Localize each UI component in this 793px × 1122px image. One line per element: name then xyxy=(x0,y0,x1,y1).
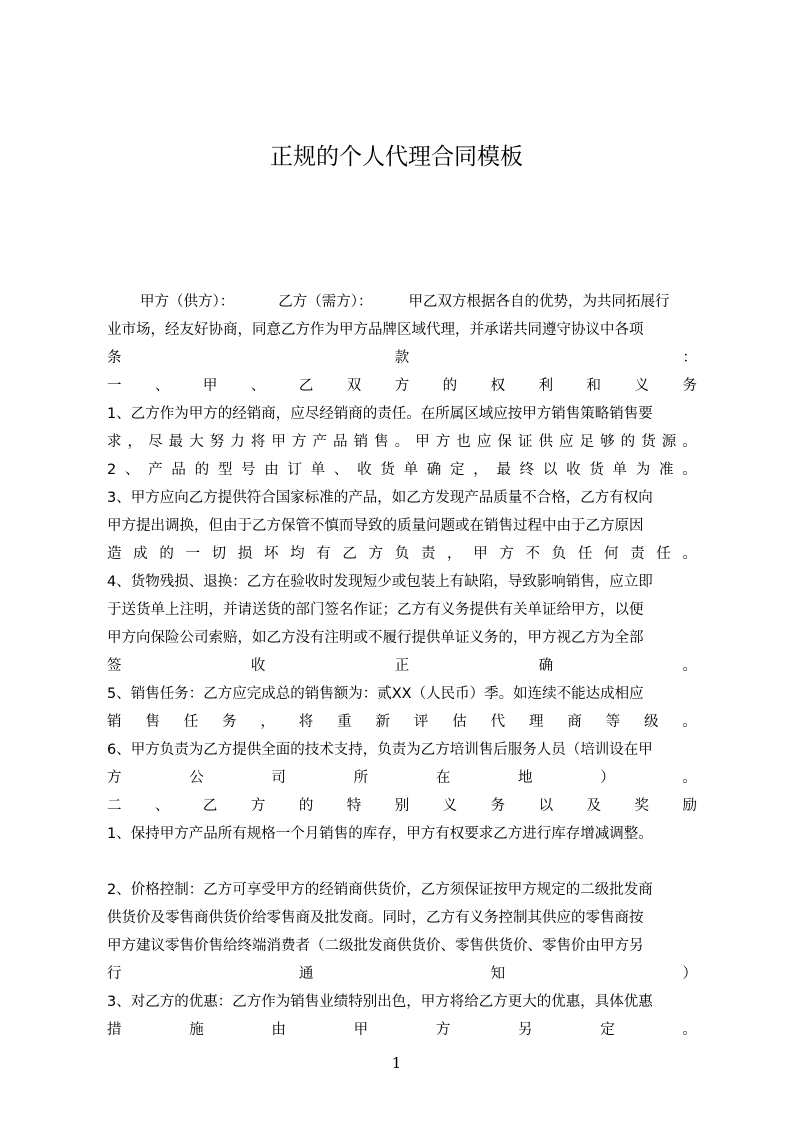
contract-line: 5、销售任务：乙方应完成总的销售额为：贰XX（人民币）季。如连续不能达成相应 xyxy=(107,686,644,702)
glyph: 品 xyxy=(333,434,348,450)
glyph: 确 xyxy=(426,462,442,478)
glyph: 最 xyxy=(168,434,184,450)
glyph: 将 xyxy=(298,714,314,730)
glyph: 甲 xyxy=(415,434,430,450)
glyph: 公 xyxy=(189,770,204,786)
contract-line xyxy=(107,344,697,372)
glyph: 的 xyxy=(298,798,314,814)
glyph: 的 xyxy=(159,546,174,562)
glyph: 大 xyxy=(189,434,204,450)
glyph: 货 xyxy=(380,462,395,478)
glyph: 由 xyxy=(271,1022,286,1038)
glyph: 方 xyxy=(250,798,266,814)
glyph: 责 xyxy=(420,546,436,562)
glyph: 证 xyxy=(517,434,533,450)
glyph: 努 xyxy=(209,434,225,450)
glyph: 等 xyxy=(605,714,621,730)
contract-line xyxy=(107,652,697,680)
glyph: 品 xyxy=(171,462,186,478)
glyph: 坏 xyxy=(263,546,279,562)
contract-line xyxy=(107,456,697,484)
glyph: 新 xyxy=(375,714,391,730)
glyph: 2 xyxy=(107,462,117,478)
glyph: 负 xyxy=(551,546,567,562)
glyph: 损 xyxy=(237,546,253,562)
blank-line xyxy=(107,848,697,876)
glyph: 义 xyxy=(634,378,649,394)
glyph: 乙 xyxy=(298,378,314,394)
glyph: 产 xyxy=(312,434,327,450)
glyph: 及 xyxy=(586,798,602,814)
glyph: 单 xyxy=(612,462,628,478)
glyph: 任 xyxy=(183,714,199,730)
glyph: 乙 xyxy=(342,546,357,562)
glyph: 定 xyxy=(450,462,465,478)
glyph: 定 xyxy=(600,1022,615,1038)
glyph: 知 xyxy=(490,966,506,982)
document-title: 正规的个人代理合同模板 xyxy=(270,144,523,170)
glyph: 足 xyxy=(579,434,595,450)
glyph: 估 xyxy=(452,714,467,730)
section-heading-2 xyxy=(107,792,697,820)
glyph: 甲 xyxy=(473,546,488,562)
contract-line: 1、保持甲方产品所有规格一个月销售的库存，甲方有权要求乙方进行库存增减调整。 xyxy=(107,826,653,842)
glyph: 源 xyxy=(661,434,677,450)
glyph: 二 xyxy=(107,798,122,814)
glyph: 销 xyxy=(107,714,122,730)
glyph: 甲 xyxy=(271,434,286,450)
glyph: 够 xyxy=(600,434,615,450)
glyph: 方 xyxy=(499,546,514,562)
glyph: 有 xyxy=(316,546,331,562)
glyph: 司 xyxy=(271,770,286,786)
glyph: 负 xyxy=(394,546,410,562)
glyph: 销 xyxy=(353,434,369,450)
glyph: 最 xyxy=(496,462,511,478)
glyph: 以 xyxy=(542,462,558,478)
preamble-text: 甲乙双方根据各自的优势，为共同拓展行 xyxy=(408,294,670,310)
glyph: 方 xyxy=(435,434,451,450)
glyph: 方 xyxy=(368,546,384,562)
glyph: ） xyxy=(600,770,615,786)
glyph: 义 xyxy=(442,798,458,814)
glyph: 订 xyxy=(287,462,302,478)
glyph: 。 xyxy=(682,714,697,730)
glyph: 货 xyxy=(589,462,604,478)
glyph: 均 xyxy=(290,546,305,562)
glyph: 措 xyxy=(107,1022,122,1038)
contract-line: 3、甲方应向乙方提供符合国家标准的产品，如乙方发现产品质量不合格，乙方有权向 xyxy=(107,490,653,506)
glyph: 方 xyxy=(107,770,122,786)
glyph: 产 xyxy=(148,462,163,478)
glyph: 务 xyxy=(222,714,237,730)
contract-line: 业市场，经友好协商，同意乙方作为甲方品牌区域代理，并承诺共同遵守协议中各项 xyxy=(107,322,644,338)
glyph: 。 xyxy=(682,462,697,478)
glyph: 收 xyxy=(357,462,372,478)
glyph: 任 xyxy=(577,546,593,562)
glyph: 、 xyxy=(154,798,170,814)
glyph: 在 xyxy=(435,770,451,786)
glyph: 的 xyxy=(442,378,458,394)
glyph: 何 xyxy=(603,546,619,562)
glyph: 、 xyxy=(250,378,266,394)
glyph: 乙 xyxy=(202,798,218,814)
glyph: 另 xyxy=(518,1022,533,1038)
glyph: 成 xyxy=(133,546,148,562)
glyph: 切 xyxy=(211,546,227,562)
glyph: ） xyxy=(682,966,697,982)
contract-line: 供货价及零售商供货价给零售商及批发商。同时，乙方有义务控制其供应的零售商按 xyxy=(107,910,644,926)
glyph: 应 xyxy=(476,434,492,450)
glyph: 所 xyxy=(353,770,369,786)
contract-line: 甲方建议零售价售给终端消费者（二级批发商供货价、零售供货价、零售价由甲方另 xyxy=(107,938,644,954)
contract-line xyxy=(107,428,697,456)
glyph: 甲 xyxy=(353,1022,369,1038)
glyph: 一 xyxy=(185,546,200,562)
contract-line: 甲方提出调换，但由于乙方保管不慎而导致的质量问题或在销售过程中由于乙方原因 xyxy=(107,518,644,534)
glyph: 特 xyxy=(346,798,362,814)
glyph: 别 xyxy=(394,798,410,814)
glyph: 甲 xyxy=(202,378,218,394)
glyph: 务 xyxy=(682,378,697,394)
glyph: 。 xyxy=(682,1022,697,1038)
glyph: 商 xyxy=(567,714,582,730)
glyph: 责 xyxy=(630,546,645,562)
glyph: ， xyxy=(473,462,488,478)
glyph: 条 xyxy=(107,350,122,366)
glyph: 售 xyxy=(374,434,389,450)
contract-line: 甲方向保险公司索赔，如乙方没有注明或不履行提供单证义务的，甲方视乙方为全部 xyxy=(107,630,644,646)
glyph: 为 xyxy=(635,462,651,478)
glyph: 将 xyxy=(250,434,266,450)
glyph: ， xyxy=(447,546,462,562)
glyph: 。 xyxy=(682,770,697,786)
glyph: 。 xyxy=(682,546,697,562)
contract-line: 2、价格控制：乙方可享受甲方的经销商供货价，乙方须保证按甲方规定的二级批发商 xyxy=(107,882,653,898)
glyph: 单 xyxy=(310,462,326,478)
glyph: 型 xyxy=(217,462,233,478)
glyph: 供 xyxy=(538,434,553,450)
glyph: 确 xyxy=(538,658,554,674)
glyph: 签 xyxy=(107,658,122,674)
glyph: 求 xyxy=(107,434,122,450)
contract-line xyxy=(107,764,697,792)
glyph: 收 xyxy=(250,658,266,674)
contract-body xyxy=(107,288,697,1038)
glyph: 造 xyxy=(107,546,122,562)
glyph: 方 xyxy=(291,434,307,450)
glyph: 、 xyxy=(333,462,349,478)
glyph: ： xyxy=(682,350,697,366)
glyph: 。 xyxy=(682,658,697,674)
contract-line: 于送货单上注明，并请送货的部门签名作证；乙方有义务提供有关单证给甲方，以便 xyxy=(107,602,644,618)
glyph: 准 xyxy=(658,462,674,478)
glyph: 一 xyxy=(107,378,122,394)
glyph: 款 xyxy=(394,350,410,366)
glyph: 理 xyxy=(528,714,544,730)
contract-line: 4、货物残损、退换：乙方在验收时发现短少或包装上有缺陷，导致影响销售，应立即 xyxy=(107,574,653,590)
contract-line: 6、甲方负责为乙方提供全面的技术支持，负责为乙方培训售后服务人员（培训设在甲 xyxy=(107,742,653,758)
glyph: 保 xyxy=(497,434,512,450)
glyph: 行 xyxy=(107,966,122,982)
contract-line xyxy=(107,1016,697,1044)
glyph: 。 xyxy=(394,434,410,450)
glyph: 收 xyxy=(566,462,581,478)
glyph: 方 xyxy=(394,378,410,394)
contract-line xyxy=(107,708,697,736)
glyph: 级 xyxy=(644,714,659,730)
glyph: 施 xyxy=(189,1022,204,1038)
glyph: 地 xyxy=(518,770,533,786)
glyph: 的 xyxy=(194,462,210,478)
glyph: 和 xyxy=(586,378,602,394)
glyph: 双 xyxy=(346,378,362,394)
glyph: 重 xyxy=(337,714,352,730)
glyph: 方 xyxy=(435,1022,451,1038)
glyph: 、 xyxy=(154,378,170,394)
glyph: 任 xyxy=(656,546,671,562)
glyph: 力 xyxy=(230,434,245,450)
glyph: 售 xyxy=(145,714,160,730)
page-number: 1 xyxy=(391,1054,402,1072)
glyph: 以 xyxy=(538,798,554,814)
glyph: 奖 xyxy=(634,798,649,814)
glyph: 终 xyxy=(519,462,535,478)
glyph: 由 xyxy=(264,462,279,478)
glyph: 号 xyxy=(241,462,256,478)
glyph: 。 xyxy=(682,434,697,450)
glyph: 通 xyxy=(298,966,314,982)
contract-line xyxy=(107,960,697,988)
glyph: 务 xyxy=(490,798,506,814)
glyph: 代 xyxy=(490,714,506,730)
glyph: 、 xyxy=(124,462,140,478)
contract-line: 1、乙方作为甲方的经销商，应尽经销商的责任。在所属区域应按甲方销售策略销售要 xyxy=(107,406,653,422)
contract-line xyxy=(107,540,697,568)
glyph: 应 xyxy=(559,434,574,450)
party-a-label: 甲方（供方）： xyxy=(140,294,235,310)
contract-line: 3、对乙方的优惠：乙方作为销售业绩特别出色，甲方将给乙方更大的优惠，具体优惠 xyxy=(107,994,653,1010)
glyph: 货 xyxy=(641,434,656,450)
opening-line xyxy=(107,288,697,316)
party-b-label: 乙方（需方）： xyxy=(278,294,373,310)
glyph: ， xyxy=(260,714,275,730)
glyph: 尽 xyxy=(148,434,163,450)
glyph: 不 xyxy=(525,546,540,562)
section-heading-1 xyxy=(107,372,697,400)
glyph: 励 xyxy=(682,798,697,814)
glyph: 正 xyxy=(394,658,410,674)
glyph: ， xyxy=(127,434,143,450)
glyph: 评 xyxy=(413,714,429,730)
glyph: 利 xyxy=(538,378,554,394)
glyph: 单 xyxy=(403,462,419,478)
glyph: 的 xyxy=(620,434,636,450)
glyph: 也 xyxy=(456,434,471,450)
glyph: 权 xyxy=(490,378,506,394)
